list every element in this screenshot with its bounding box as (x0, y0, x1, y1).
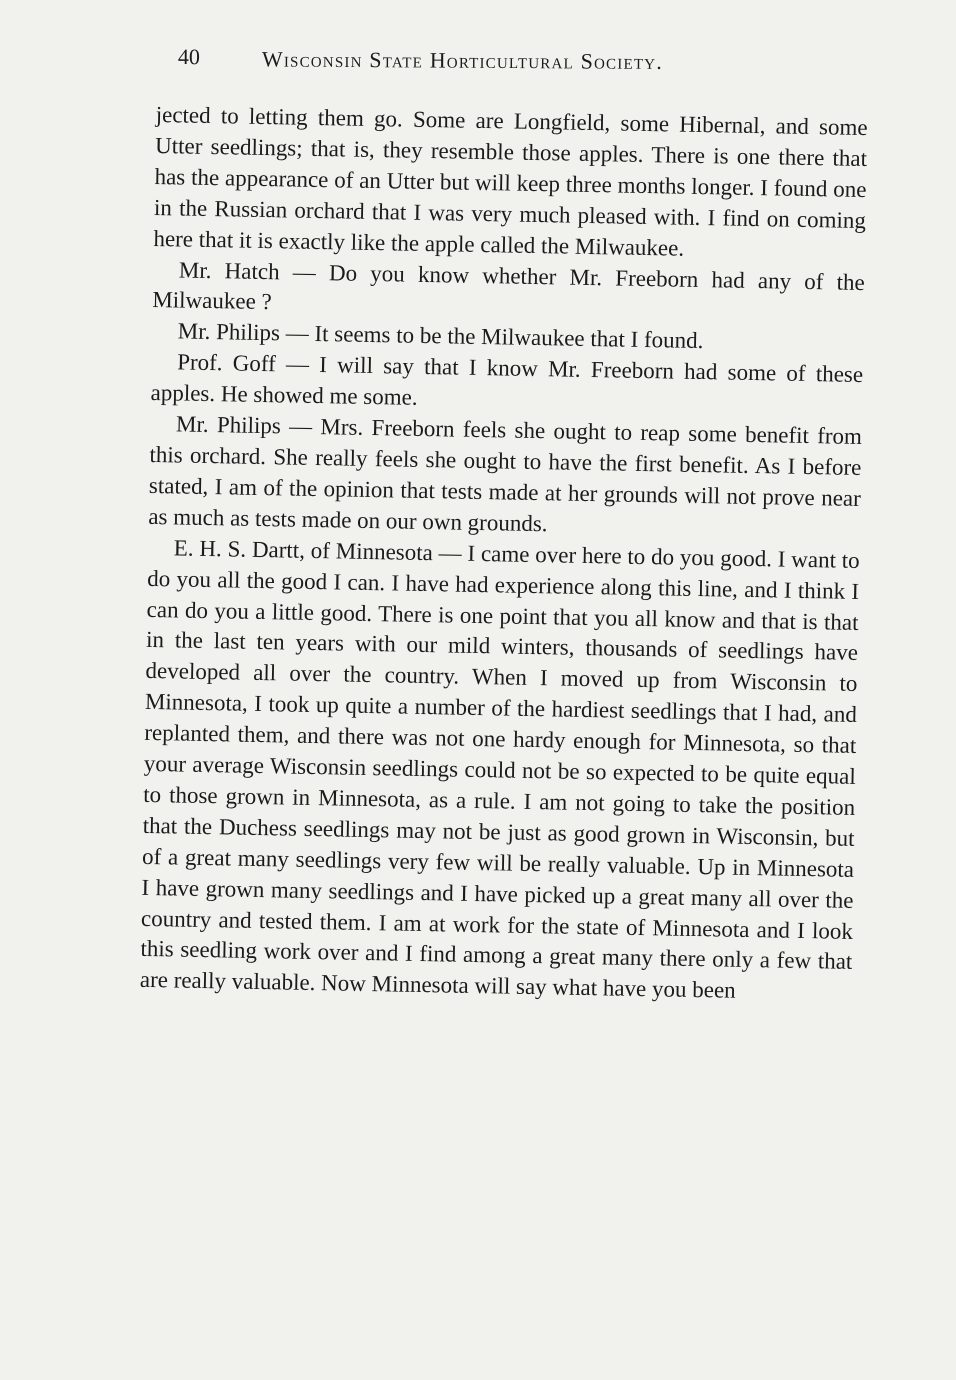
paragraph-philips-reply: Mr. Philips — It seems to be the Milwaukee that I found. (177, 318, 704, 354)
paragraph-hatch-question: Mr. Hatch — Do you know whether Mr. Freeborn had any of the Milwaukee ? (152, 256, 866, 315)
paragraph-continuation: jected to letting them go. Some are Longfield, some Hibernal, and some Utter seedlings; that is, they resemble those apples. There is one there that has the appearance of an Utter but will keep three months longer. I found one in the Russian orchard that I was very much pleased with. I find on coming here that it is exactly like the apple called the Milwaukee. (153, 101, 868, 261)
page-number: 40 (177, 44, 200, 70)
paragraph-philips-freeborn: Mr. Philips — Mrs. Freeborn feels she ought to reap some benefit from this orchard. She really feels she ought to have the first benefit. As I before stated, I am of the opinion that tests made at her grounds will not prove near as much as tests made on our own grounds. (148, 411, 863, 537)
body-text (140, 100, 868, 1009)
running-head: Wisconsin State Horticultural Society. (261, 46, 664, 74)
paragraph-dartt-remarks: E. H. S. Dartt, of Minnesota — I came over here to do you good. I want to do you all the good I can. I have had experience along this line, and I think I can do you a little good. There is one point that you all know and that is that in the last ten years with our mild winters, thousands of seedlings have developed all over the country. When I moved up from Wisconsin to Minnesota, I took up quite a number of the hardiest seedlings that I had, and replanted them, and there was not one hardy enough for Minnesota, so that your average Wisconsin seedlings could not be so expected to be quite equal to those grown in Minnesota, as a rule. I am not going to take the position that the Duchess seedlings may not be just as good grown in Wisconsin, but of a great many seedlings very few will be really valuable. Up in Minnesota I have grown many seedlings and I have picked up a great many all over the country and tested them. I am at work for the state of Minnesota and I look this seedling work over and I find among a great many there only a few that are really valuable. Now Minnesota will say what have you been (139, 535, 860, 1004)
paragraph-goff-statement: Prof. Goff — I will say that I know Mr. Freeborn had some of these apples. He showed me some. (150, 349, 864, 410)
page-header (178, 44, 808, 88)
